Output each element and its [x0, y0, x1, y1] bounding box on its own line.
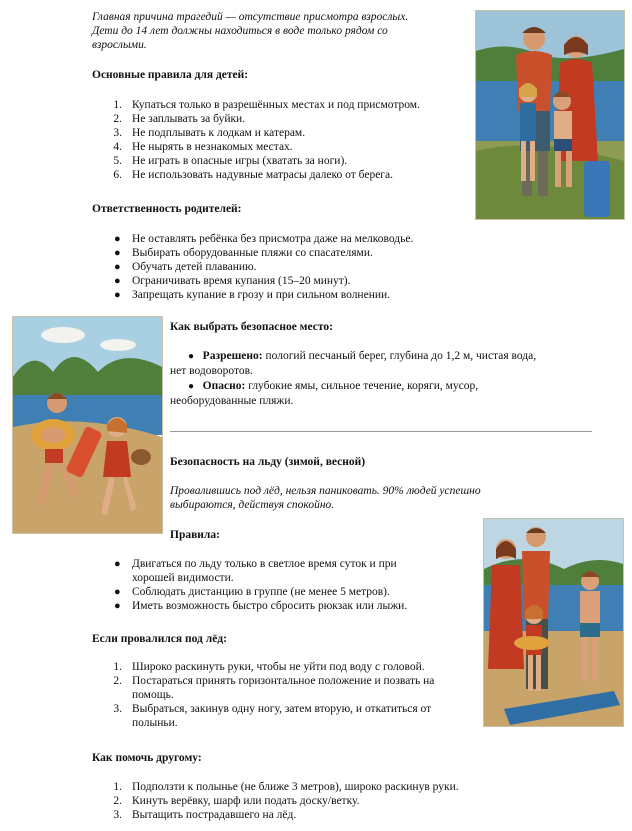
- help-other-heading: Как помочь другому:: [92, 752, 202, 764]
- list-item: ● Двигаться по льду только в светлое время суток и при хорошей видимости.: [114, 558, 397, 584]
- intro-line: Дети до 14 лет должны находиться в воде только рядом со: [92, 25, 388, 37]
- bullet-icon: ●: [188, 381, 195, 392]
- section-divider: [170, 431, 592, 432]
- help-other-list: [104, 780, 504, 822]
- list-item: 1. Широко раскинуть руки, чтобы не уйти под воду с головой.: [113, 661, 425, 673]
- list-item: ● Иметь возможность быстро сбросить рюкзак или лыжи.: [114, 600, 408, 612]
- list-item: 4. Не нырять в незнакомых местах.: [113, 141, 293, 153]
- list-item: ● Не оставлять ребёнка без присмотра даже на мелководье.: [114, 233, 414, 245]
- list-item: 1. Подползти к полынье (не ближе 3 метров), широко раскинув руки.: [113, 781, 459, 793]
- list-item: ● Выбирать оборудованные пляжи со спасателями.: [114, 247, 373, 259]
- family-beach-illustration: [475, 10, 625, 220]
- list-item: ● Обучать детей плаванию.: [114, 261, 257, 273]
- parents-list: [104, 232, 464, 302]
- list-item: 2. Не заплывать за буйки.: [113, 113, 246, 125]
- ice-rules-list: [104, 557, 476, 613]
- fell-through-list: [104, 660, 480, 730]
- children-running-illustration: [12, 316, 163, 534]
- safe-place-allowed: ● Разрешено: пологий песчаный берег, глубина до 1,2 м, чистая вода, нет водоворотов.: [170, 350, 537, 377]
- ice-rules-heading: Правила:: [170, 529, 220, 541]
- safe-place-danger: ● Опасно: глубокие ямы, сильное течение, коряги, мусор, необорудованные пляжи.: [170, 380, 479, 407]
- children-rules-list: [104, 98, 464, 182]
- list-item: 3. Не подплывать к лодкам и катерам.: [113, 127, 306, 139]
- ice-note: Провалившись под лёд, нельзя паниковать. 90% людей успешно выбираются, действуя спокойно.: [170, 485, 481, 511]
- list-item: 5. Не играть в опасные игры (хватать за ноги).: [113, 155, 348, 167]
- list-item: 6. Не использовать надувные матрасы далеко от берега.: [113, 169, 393, 181]
- intro-line: Главная причина трагедий — отсутствие присмотра взрослых.: [92, 11, 409, 23]
- list-item: ● Ограничивать время купания (15–20 минут).: [114, 275, 351, 287]
- list-item: 1. Купаться только в разрешённых местах и под присмотром.: [113, 99, 420, 111]
- parents-heading: Ответственность родителей:: [92, 203, 242, 215]
- family-shore-illustration: [483, 518, 624, 727]
- intro-line: взрослыми.: [92, 39, 147, 51]
- list-item: 3. Вытащить пострадавшего на лёд.: [113, 809, 297, 821]
- safe-place-heading: Как выбрать безопасное место:: [170, 321, 333, 333]
- list-item: 2. Кинуть верёвку, шарф или подать доску/ветку.: [113, 795, 360, 807]
- list-item: 3. Выбраться, закинув одну ногу, затем вторую, и откатиться от полыньи.: [113, 703, 432, 729]
- fell-through-heading: Если провалился под лёд:: [92, 633, 227, 645]
- children-rules-heading: Основные правила для детей:: [92, 69, 249, 81]
- intro-note: [92, 10, 464, 52]
- bullet-icon: ●: [188, 351, 195, 362]
- list-item: ● Запрещать купание в грозу и при сильном волнении.: [114, 289, 391, 301]
- list-item: 2. Постараться принять горизонтальное положение и позвать на помощь.: [113, 675, 435, 701]
- ice-heading: Безопасность на льду (зимой, весной): [170, 456, 366, 468]
- list-item: ● Соблюдать дистанцию в группе (не менее 5 метров).: [114, 586, 390, 598]
